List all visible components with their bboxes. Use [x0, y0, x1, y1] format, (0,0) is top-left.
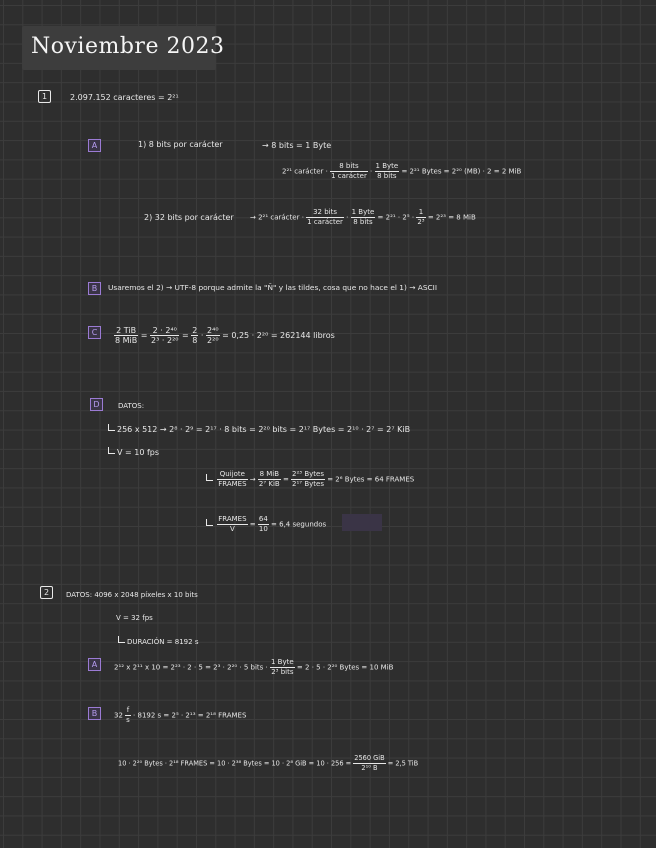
q2-b-f2-bottom: 2¹⁰ B — [361, 764, 378, 772]
q1-d-l4-fraction-2 — [258, 515, 269, 534]
q1-c-f2-top: 2 · 2⁴⁰ — [150, 326, 179, 336]
q2-b-eq-start: 32 — [114, 711, 123, 720]
q1-d-l4-end: = 6,4 segundos — [271, 520, 327, 529]
q1-d-line-1 — [108, 424, 410, 434]
q1-c-fraction-1 — [114, 326, 138, 345]
page-title: Noviembre 2023 — [31, 34, 225, 59]
q1-a-opt1-fraction-2 — [375, 162, 400, 181]
q2-b-equation — [114, 706, 246, 725]
q2-a-label: A — [88, 658, 101, 671]
q2-a-f-top: 1 Byte — [271, 658, 294, 666]
q2-a-equation — [114, 658, 393, 677]
q1-c-label: C — [88, 326, 101, 339]
q1-statement: 2.097.152 caracteres = 2²¹ — [70, 93, 179, 102]
corner-arrow-icon — [206, 474, 213, 481]
q1-a-opt1-f1-top: 8 bits — [330, 162, 368, 172]
q1-a-opt2-f3-bottom: 2³ — [417, 218, 425, 226]
q1-d-line-3: $\frac{\text{Quijote}}{\text{FRAMES}}$ → $\frac{\text{8 MiB}}{\text{2⁷ KiB}}$ = $\frac{\text{2²³ Bytes}}{\text{2¹⁷ Bytes}}$ = 2⁶ Bytes = 64 FRAMES — [206, 470, 414, 489]
q1-d-datos: DATOS: — [118, 402, 145, 410]
q1-d-l3-f3-bottom: 2¹⁷ Bytes — [292, 480, 324, 488]
q1-d-l3-f2-bottom: 2⁷ KiB — [258, 480, 280, 488]
q1-c-f1-top: 2 TiB — [114, 326, 138, 336]
question-2-number: 2 — [40, 586, 53, 599]
q1-b-label: B — [88, 282, 101, 295]
q1-a-opt2-eq-end: = 2²³ = 8 MiB — [427, 213, 476, 222]
q1-c-f4-bottom: 2²⁰ — [207, 336, 219, 345]
q2-b-f2-top: 2560 GiB — [354, 754, 385, 762]
q1-a-opt1-f2-top: 1 Byte — [375, 162, 399, 170]
q1-a-opt1-f2-bottom: 8 bits — [377, 172, 397, 180]
q1-a-opt1-fraction-1 — [330, 162, 368, 181]
q2-duration — [118, 636, 198, 646]
q1-a-opt2-f1-bottom: 1 carácter — [307, 218, 343, 226]
q2-b-f-top: f — [126, 706, 130, 714]
q2-b-eq-end: · 8192 s = 2⁵ · 2¹³ = 2¹⁸ FRAMES — [133, 711, 247, 720]
q1-d-l3-f1-top: Quijote — [217, 470, 247, 480]
corner-arrow-icon — [206, 519, 213, 526]
q2-b-line-2 — [118, 754, 418, 773]
q1-c-f4-top: 2⁴⁰ — [207, 326, 219, 335]
q2-datos: DATOS: 4096 x 2048 píxeles x 10 bits — [66, 591, 198, 599]
q1-a-opt2-fraction-3 — [416, 208, 425, 227]
corner-arrow-icon — [108, 424, 115, 431]
question-1-number: 1 — [38, 90, 51, 103]
q1-a-option1-result: → 8 bits = 1 Byte — [262, 141, 332, 150]
q2-b-fraction — [125, 706, 131, 725]
q2-b-f-bottom: s — [126, 716, 130, 724]
q1-a-opt2-fraction-2 — [351, 208, 376, 227]
corner-arrow-icon — [118, 636, 125, 643]
q2-velocity: V = 32 fps — [116, 614, 153, 622]
q1-d-l4-f2-bottom: 10 — [258, 525, 268, 533]
q1-d-line-2 — [108, 447, 159, 457]
q1-a-opt2-f1-top: 32 bits — [306, 208, 344, 218]
q1-a-opt2-f3-top: 1 — [416, 208, 425, 218]
q1-a-label: A — [88, 139, 101, 152]
highlight-result — [342, 514, 382, 531]
q1-a-opt2-eq-start: → 2²¹ carácter · — [250, 213, 304, 222]
q1-a-opt2-f2-bottom: 8 bits — [353, 218, 373, 226]
q1-a-opt1-f1-bottom: 1 carácter — [331, 172, 367, 180]
q1-b-text: Usaremos el 2) → UTF-8 porque admite la "Ñ" y las tildes, cosa que no hace el 1) → ASCII — [108, 283, 438, 292]
q1-c-equation: $\frac{\text{2 TiB}}{\text{8 MiB}}$ = $\frac{\text{2 · 2⁴⁰}}{\text{2³ · 2²⁰}}$ = $\frac{2}{8}$ · $\frac{\text{2⁴⁰}}{\text{2²⁰}}$ = 0,25 · 2²⁰ = 262144 libros — [115, 326, 335, 345]
q2-b-label: B — [88, 707, 101, 720]
q2-a-f-bottom: 2³ bits — [271, 668, 294, 676]
q1-c-f1-bottom: 8 MiB — [115, 336, 138, 345]
q1-a-opt1-eq-end: = 2²¹ Bytes = 2²⁰ (MB) · 2 = 2 MiB — [401, 167, 522, 176]
q2-b-fraction-2 — [353, 754, 385, 773]
q1-c-f3-bottom: 8 — [192, 336, 198, 345]
q1-d-l3-f3-top: 2²³ Bytes — [292, 470, 324, 478]
q1-d-line-2-text: V = 10 fps — [117, 448, 160, 457]
q1-a-opt1-eq-start: 2²¹ carácter · — [282, 167, 328, 176]
q1-d-l4-f1-top: FRAMES — [218, 515, 247, 523]
q1-d-l3-fraction-1 — [217, 470, 247, 489]
q1-a-option1-equation: 2²¹ carácter · $\frac{\text{8 bits}}{\text{1 carácter}}$ · $\frac{\text{1 Byte}}{\text{8 bits}}$ = 2²¹ Bytes = 2²⁰ (MB) · 2 = 2 MiB — [282, 162, 522, 180]
q1-c-f2-bottom: 2³ · 2²⁰ — [151, 336, 179, 345]
q2-a-eq-end: = 2 · 5 · 2²⁰ Bytes = 10 MiB — [296, 663, 394, 672]
q1-c-fraction-3 — [191, 326, 198, 345]
q2-a-fraction — [270, 658, 295, 677]
q1-d-line-1-text: 256 x 512 → 2⁸ · 2⁹ = 2¹⁷ · 8 bits = 2²⁰ bits = 2¹⁷ Bytes = 2¹⁰ · 2⁷ = 2⁷ KiB — [117, 425, 411, 434]
q1-c-f3-top: 2 — [192, 326, 198, 335]
q1-d-l3-end: = 2⁶ Bytes = 64 FRAMES — [327, 475, 415, 484]
q1-c-fraction-4 — [206, 326, 220, 345]
q1-d-line-4: $\frac{\text{FRAMES}}{V}$ = $\frac{64}{10}$ = 6,4 segundos — [206, 515, 326, 534]
q1-c-eq-end: = 0,25 · 2²⁰ = 262144 libros — [222, 331, 335, 340]
q1-a-opt2-f2-top: 1 Byte — [351, 208, 375, 216]
q2-a-eq-start: 2¹² x 2¹¹ x 10 = 2²³ · 2 · 5 = 2³ · 2²⁰ · 5 bits · — [114, 663, 268, 672]
q1-a-option2-equation: → 2²¹ carácter · $\frac{\text{32 bits}}{\text{1 carácter}}$ · $\frac{\text{1 Byte}}{\text{8 bits}}$ = 2²¹ · 2⁵ · $\frac{1}{\text{2³}}$ = 2²³ = 8 MiB — [250, 208, 476, 226]
q1-a-opt2-fraction-1 — [306, 208, 344, 227]
q1-d-label: D — [90, 398, 103, 411]
q1-d-l3-f1-bottom: FRAMES — [218, 480, 247, 488]
q1-d-l3-fraction-3 — [291, 470, 325, 489]
q1-d-l4-f1-bottom: V — [229, 525, 235, 533]
q1-d-l3-f2-top: 8 MiB — [259, 470, 280, 478]
q1-a-opt2-eq-mid: = 2²¹ · 2⁵ · — [377, 213, 415, 222]
q2-duration-text: DURACIÓN = 8192 s — [127, 638, 199, 646]
q1-d-l4-fraction-1 — [217, 515, 247, 534]
q2-b-line2-end: = 2,5 TiB — [387, 759, 419, 768]
q1-d-l3-mid: → — [249, 475, 256, 484]
q1-a-option2: 2) 32 bits por carácter — [144, 213, 234, 222]
q1-d-l4-f2-top: 64 — [258, 515, 268, 523]
q1-d-l3-fraction-2 — [258, 470, 281, 489]
q1-a-option1: 1) 8 bits por carácter — [138, 140, 223, 149]
corner-arrow-icon — [108, 447, 115, 454]
q2-b-line2-start: 10 · 2²⁰ Bytes · 2¹⁸ FRAMES = 10 · 2³⁸ Bytes = 10 · 2⁸ GiB = 10 · 256 = — [118, 759, 352, 768]
q1-c-fraction-2 — [150, 326, 179, 345]
